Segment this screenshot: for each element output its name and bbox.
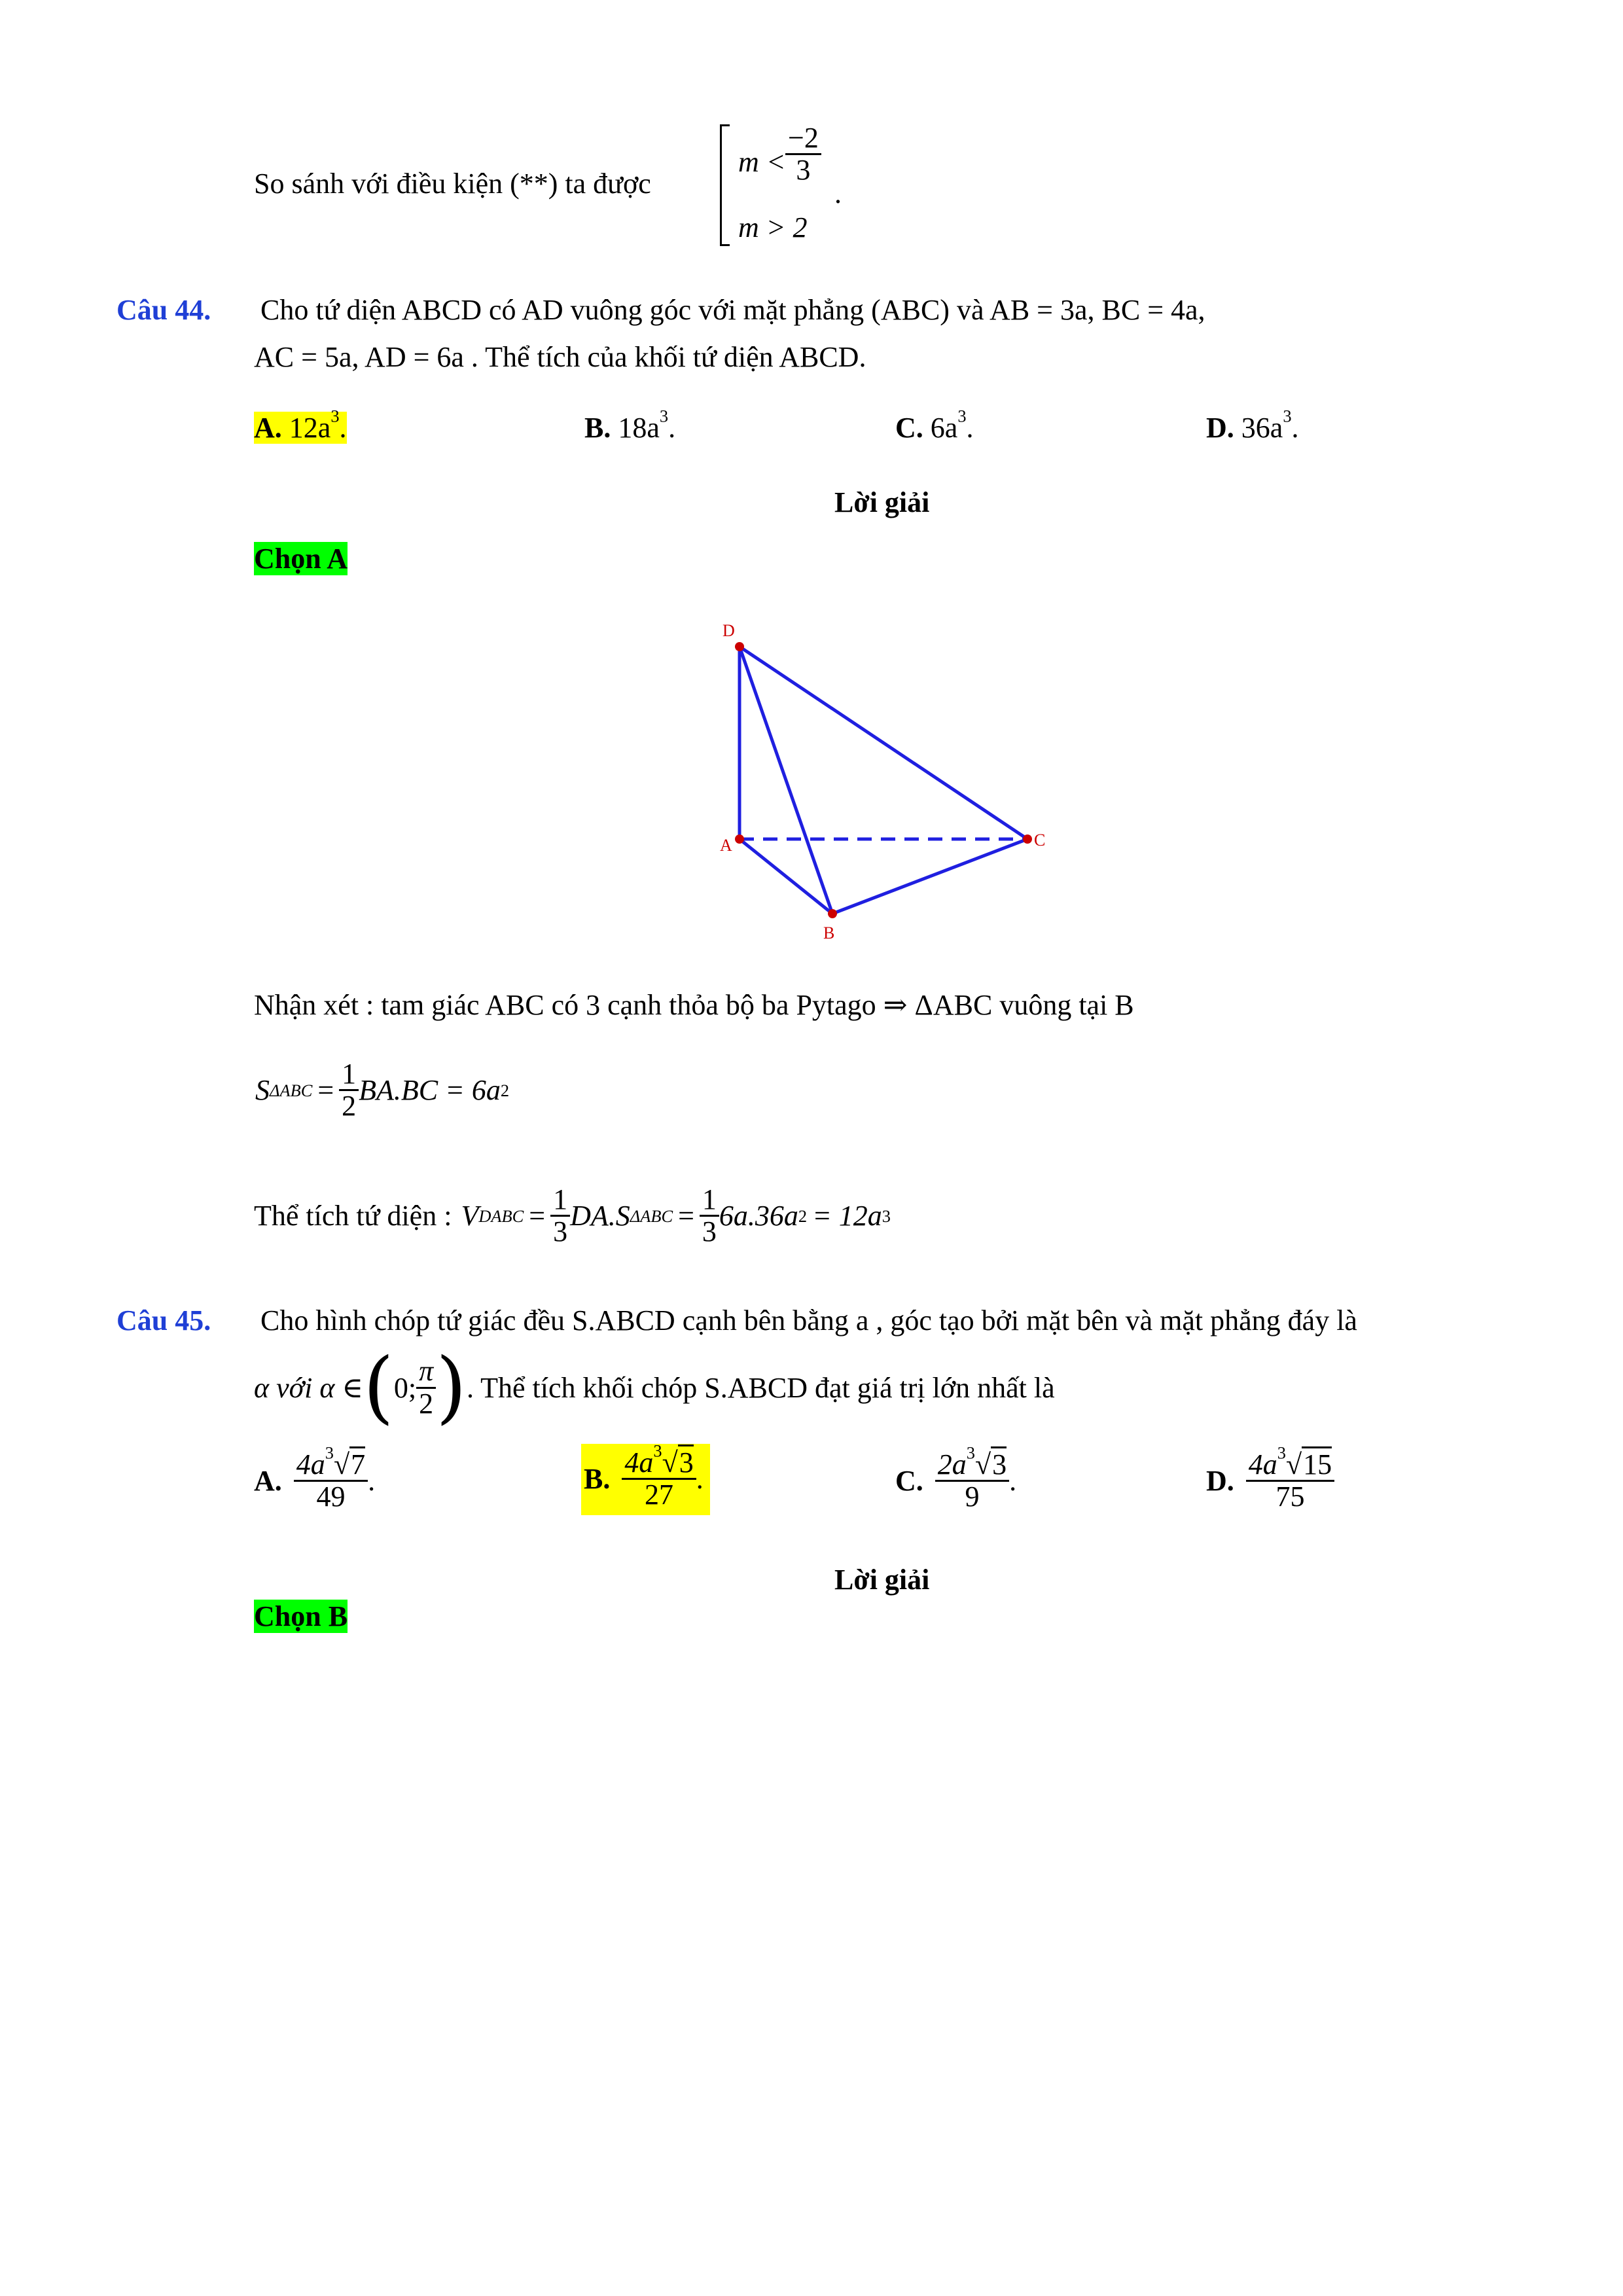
q45-stem-alpha: α với α ∈ [254,1371,363,1404]
area-den: 2 [339,1089,359,1121]
q44-option-d-end: . [1291,412,1299,444]
q45-a-rad: 7 [349,1446,365,1480]
q45-b-coef: 4a [624,1446,654,1479]
system-bracket [720,124,730,246]
q44-option-b-exp: 3 [659,406,669,426]
prev-dot: . [834,177,842,209]
q44-option-b-letter: B. [584,412,611,444]
q44-option-a-exp: 3 [330,406,340,426]
prev-line2: m > 2 [738,211,808,243]
q45-c-coef: 2a [937,1448,967,1480]
q45-stem-line2-b: . Thể tích khối chóp S.ABCD đạt giá trị lớn nhất là [466,1371,1055,1404]
q44-option-d-letter: D. [1206,412,1234,444]
q45-option-b-letter: B. [584,1463,611,1496]
point-C [1023,834,1032,844]
q44-option-d-value: 36a [1241,412,1283,444]
volume-den1: 3 [550,1215,570,1247]
q44-option-d[interactable] [1206,406,1299,444]
q45-d-exp: 3 [1277,1443,1286,1463]
q45-b-end: . [696,1463,704,1496]
volume-den2: 3 [700,1215,719,1247]
q45-paren-left: ( [363,1342,394,1433]
edge-DB [740,647,832,914]
q45-option-c-letter: C. [895,1465,923,1498]
q44-option-c[interactable] [895,406,974,444]
volume-tail-a: 6a.36a [719,1200,798,1232]
q45-option-a[interactable]: A. $\frac{4a^3√7}{49}$ . [254,1443,376,1513]
q44-option-a-letter: A. [254,412,282,444]
q45-label: Câu 45. [116,1304,211,1336]
q45-b-exp: 3 [653,1441,662,1461]
q45-option-d[interactable]: D. $\frac{4a^3√15}{75}$ [1206,1450,1334,1512]
prev-line1-num: −2 [788,122,819,154]
point-B [828,909,837,918]
q44-solution-title: Lời giải [834,486,930,518]
tetrahedron-figure [707,615,1073,942]
q45-interval-num: π [419,1355,434,1388]
volume-tail-b: = 12a [812,1200,882,1232]
q45-d-den: 75 [1246,1480,1334,1512]
volume-num1: 1 [553,1183,568,1215]
point-D [735,642,744,651]
q45-a-coef: 4a [296,1448,325,1480]
q45-a-end: . [368,1465,376,1498]
q45-b-rad: 3 [678,1444,694,1479]
area-num: 1 [342,1058,357,1090]
q45-stem-line2 [254,1342,1055,1433]
q45-c-exp: 3 [966,1443,975,1463]
q45-paren-right: ) [436,1342,467,1433]
prev-conclusion-text: So sánh với điều kiện (**) ta được [254,168,651,200]
q44-option-c-exp: 3 [957,406,967,426]
point-A [735,834,744,844]
q44-label: Câu 44. [116,294,211,326]
volume-eq: = [529,1200,546,1232]
q45-option-b[interactable]: B. $\frac{4a^3√3}{27}$ . [581,1444,710,1515]
label-B: B [823,924,835,942]
volume-lhs: V [461,1200,479,1232]
prev-line1-fraction [785,123,821,185]
label-A: A [720,836,732,855]
q45-d-coef: 4a [1248,1448,1277,1480]
area-lhs: S [255,1074,270,1107]
q44-stem-line1: Cho tứ diện ABCD có AD vuông góc với mặt phẳng (ABC) và AB = 3a, BC = 4a, [260,294,1205,326]
q45-solution-title: Lời giải [834,1564,930,1596]
volume-num2: 1 [702,1183,717,1215]
q44-volume-formula: Thể tích tứ diện : V DABC = $\frac{1}{3}$ DA.S ΔABC = $\frac{1}{3}$ 6a.36a 2 = 12a 3 [254,1183,891,1248]
q44-option-b-value: 18a [618,412,660,444]
volume-eq2: = [678,1200,694,1232]
q45-d-rad: 15 [1302,1446,1332,1480]
q45-option-a-letter: A. [254,1465,282,1498]
q44-option-d-exp: 3 [1283,406,1292,426]
q44-option-a[interactable] [254,406,347,444]
q44-option-b[interactable] [584,406,676,444]
q45-stem-line1: Cho hình chóp tứ giác đều S.ABCD cạnh bên bằng a , góc tạo bởi mặt bên và mặt phẳng đáy là [260,1304,1357,1336]
q45-interval-den: 2 [416,1387,436,1419]
q44-option-b-end: . [668,412,676,444]
area-rhs: BA.BC = 6a [359,1074,501,1107]
q44-area-formula: S ΔABC = $\frac{1}{2}$ BA.BC = 6a 2 [255,1058,510,1122]
q45-choice: Chọn B [254,1600,348,1632]
q44-option-c-end: . [966,412,974,444]
q45-c-end: . [1009,1465,1017,1498]
q45-b-den: 27 [622,1478,696,1510]
q45-interval-left: 0; [393,1371,417,1404]
volume-prefix: Thể tích tứ diện : [254,1200,452,1232]
prev-line1-den: 3 [785,153,821,185]
label-D: D [722,621,735,640]
edge-BC [832,839,1027,914]
q45-c-den: 9 [935,1480,1009,1512]
edge-DC [740,647,1027,839]
prev-line1-lhs: m < [738,146,786,178]
q44-option-a-end: . [339,412,347,444]
q45-option-c[interactable]: C. $\frac{2a^3√3}{9}$ . [895,1443,1017,1513]
area-eq: = [317,1074,334,1107]
label-C: C [1034,831,1046,850]
q44-stem-line2: AC = 5a, AD = 6a . Thể tích của khối tứ diện ABCD. [254,341,866,373]
q44-option-c-value: 6a [930,412,958,444]
volume-mid: DA.S [570,1200,630,1232]
q45-c-rad: 3 [991,1446,1007,1480]
q44-option-a-value: 12a [289,412,331,444]
q44-remark: Nhận xét : tam giác ABC có 3 cạnh thỏa bộ ba Pytago ⇒ ΔABC vuông tại B [254,989,1134,1021]
q45-a-den: 49 [294,1480,368,1512]
q44-choice: Chọn A [254,543,348,575]
q45-a-exp: 3 [325,1443,334,1463]
q44-option-c-letter: C. [895,412,923,444]
q45-option-d-letter: D. [1206,1465,1234,1498]
